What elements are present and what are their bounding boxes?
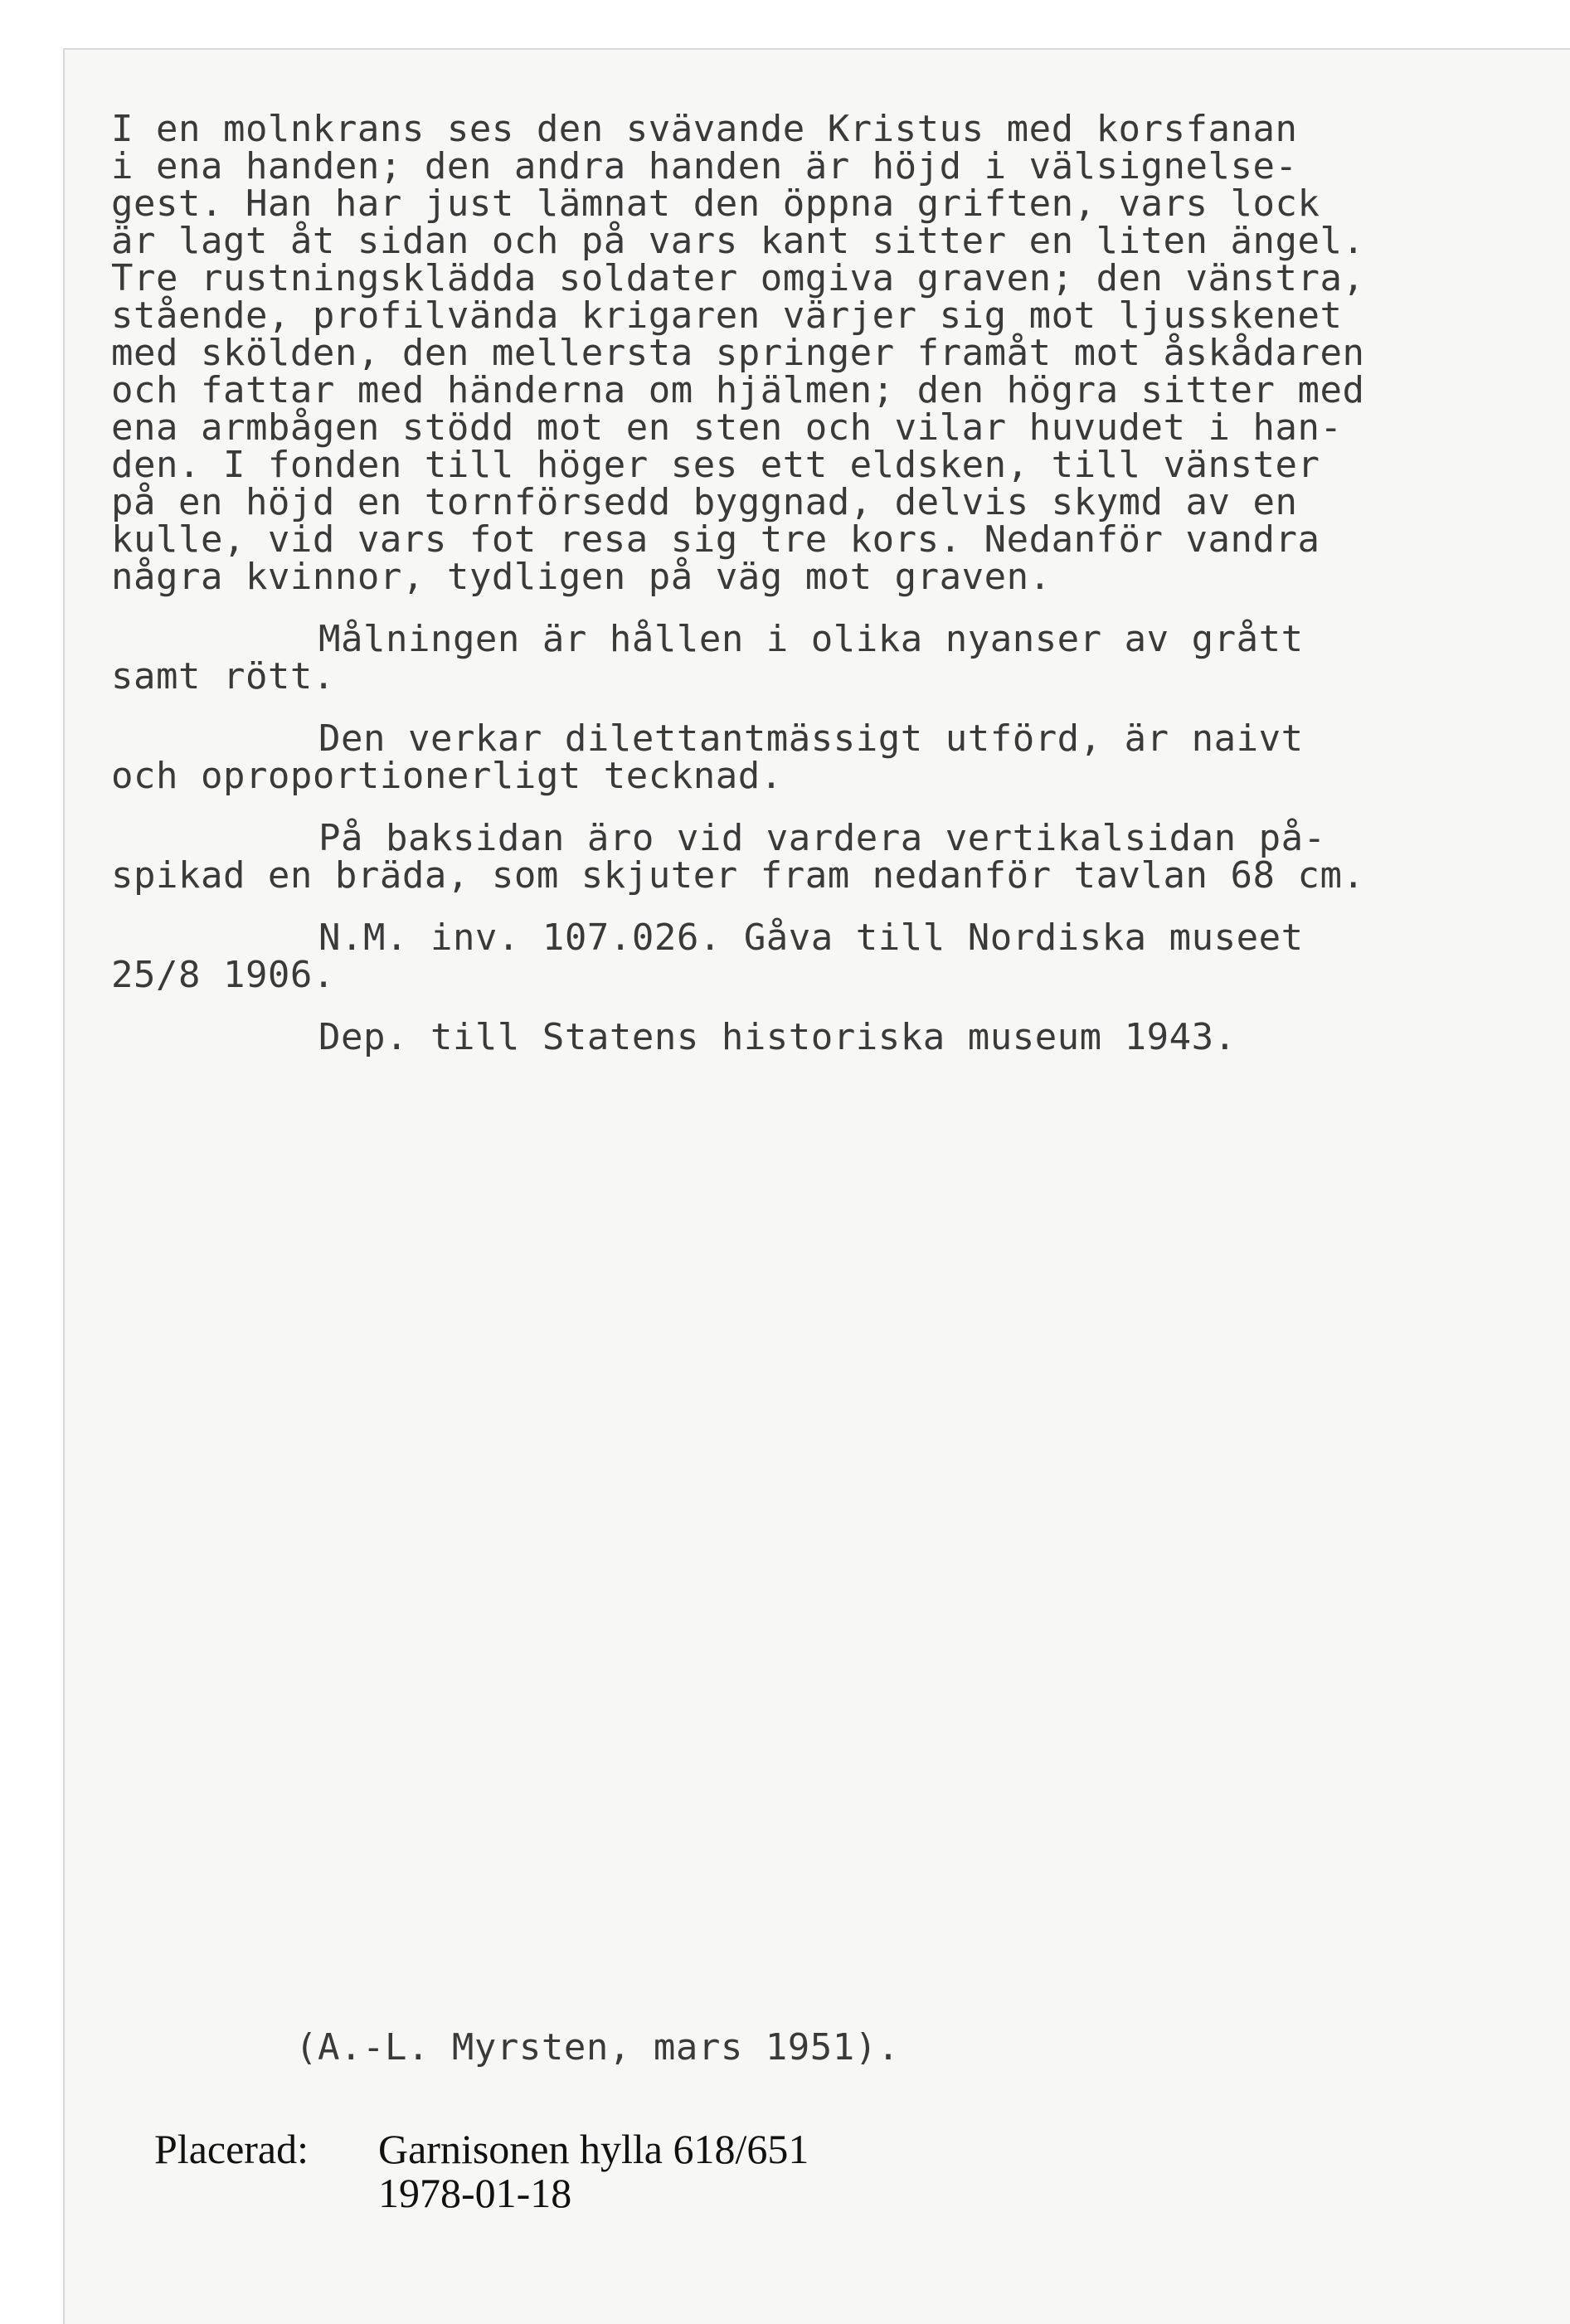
- signature-line: (A.-L. Myrsten, mars 1951).: [295, 2026, 900, 2069]
- paragraph-style-line-2: och oproportionerligt tecknad.: [111, 755, 783, 797]
- stamp-location: Garnisonen hylla 618/651: [378, 2126, 809, 2172]
- description-line-5: Tre rustningsklädda soldater omgiva graven; den vänstra,: [111, 257, 1365, 299]
- description-line-13: några kvinnor, tydligen på väg mot graven.: [111, 556, 1052, 598]
- description-line-11: på en höjd en tornförsedd byggnad, delvis skymd av en: [111, 481, 1298, 523]
- paragraph-deposit-line: Dep. till Statens historiska museum 1943.: [318, 1016, 1237, 1058]
- paragraph-inventory-line-2: 25/8 1906.: [111, 954, 335, 996]
- catalog-card: [63, 48, 1570, 2324]
- description-line-12: kulle, vid vars fot resa sig tre kors. Nedanför vandra: [111, 518, 1320, 561]
- paragraph-inventory-line-1: N.M. inv. 107.026. Gåva till Nordiska museet: [318, 916, 1304, 959]
- description-line-7: med skölden, den mellersta springer framåt mot åskådaren: [111, 332, 1365, 374]
- description-line-9: ena armbågen stödd mot en sten och vilar huvudet i han-: [111, 406, 1343, 449]
- description-line-1: I en molnkrans ses den svävande Kristus med korsfanan: [111, 108, 1298, 150]
- description-text: [111, 108, 1570, 1518]
- description-line-6: stående, profilvända krigaren värjer sig mot ljusskenet: [111, 294, 1343, 337]
- paragraph-back-line-1: På baksidan äro vid vardera vertikalsidan på-: [318, 817, 1326, 859]
- description-line-2: i ena handen; den andra handen är höjd i välsignelse-: [111, 145, 1298, 187]
- description-line-10: den. I fonden till höger ses ett eldsken, till vänster: [111, 444, 1320, 486]
- paragraph-colors-line-1: Målningen är hållen i olika nyanser av grått: [318, 618, 1304, 660]
- stamp-label: Placerad:: [154, 2126, 309, 2172]
- paragraph-style-line-1: Den verkar dilettantmässigt utförd, är naivt: [318, 717, 1304, 760]
- stamp-date: 1978-01-18: [378, 2170, 572, 2216]
- description-line-3: gest. Han har just lämnat den öppna griften, vars lock: [111, 182, 1320, 225]
- paragraph-colors-line-2: samt rött.: [111, 655, 335, 698]
- paragraph-back-line-2: spikad en bräda, som skjuter fram nedanför tavlan 68 cm.: [111, 854, 1365, 897]
- description-line-4: är lagt åt sidan och på vars kant sitter en liten ängel.: [111, 220, 1365, 262]
- description-line-8: och fattar med händerna om hjälmen; den högra sitter med: [111, 369, 1365, 411]
